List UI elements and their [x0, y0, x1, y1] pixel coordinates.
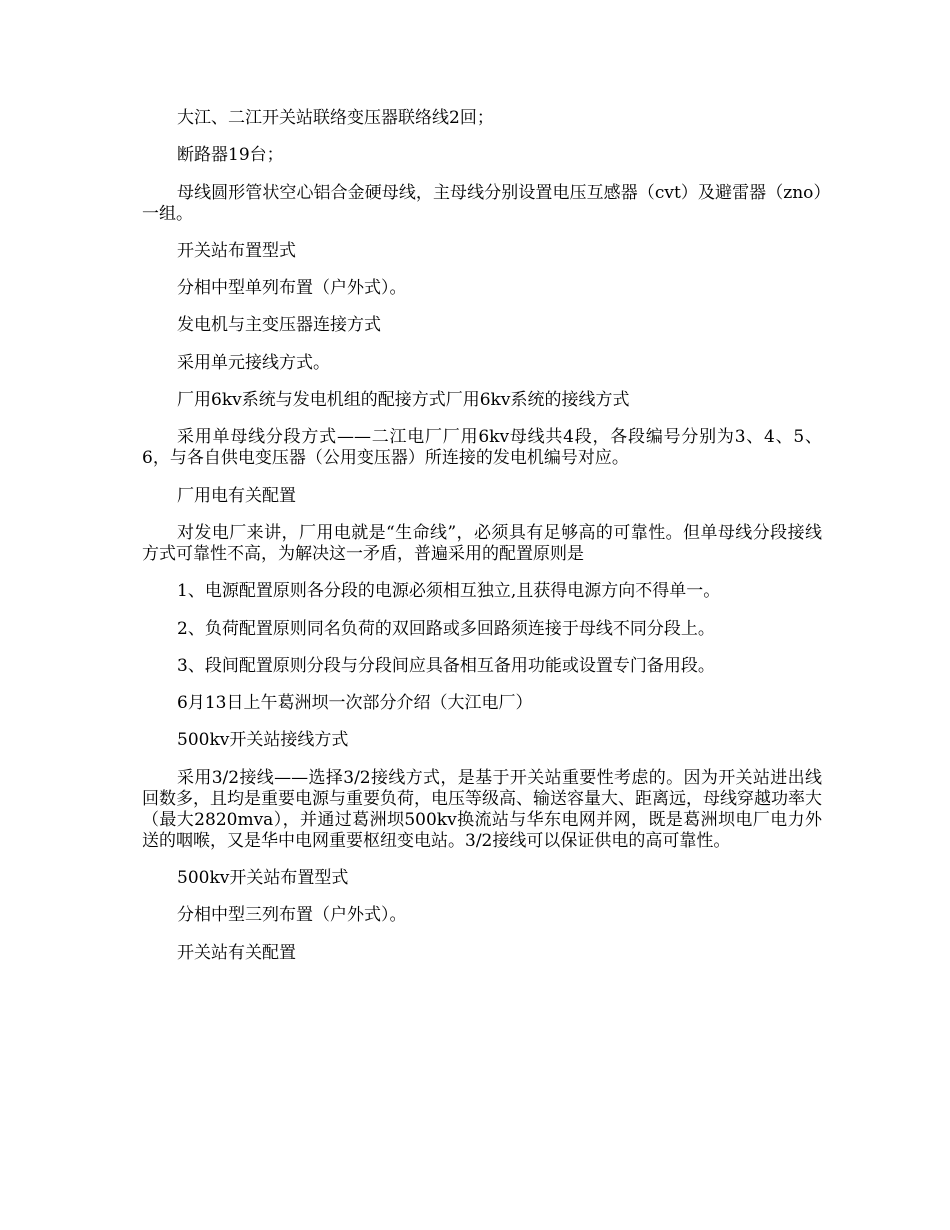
list-item-power-source-principle: 1、电源配置原则各分段的电源必须相互独立,且获得电源方向不得单一。 [177, 581, 721, 602]
paragraph-breakers: 断路器19台； [177, 145, 284, 166]
paragraph-single-row-layout: 分相中型单列布置（户外式）。 [177, 278, 407, 299]
heading-switchyard-config: 开关站有关配置 [177, 942, 296, 963]
paragraph-unit-connection: 采用单元接线方式。 [177, 352, 330, 373]
heading-june-13-introduction: 6月13日上午葛洲坝一次部分介绍（大江电厂） [177, 693, 533, 714]
heading-station-power-config: 厂用电有关配置 [177, 485, 296, 506]
paragraph-three-row-layout: 分相中型三列布置（户外式）。 [177, 905, 407, 926]
paragraph-tie-lines: 大江、二江开关站联络变压器联络线2回； [177, 108, 494, 128]
paragraph-lifeline: 对发电厂来讲，厂用电就是“生命线”，必须具有足够高的可靠性。但单母线分段接线方式可靠性不高，为解决这一矛盾，普遍采用的配置原则是 [142, 522, 822, 564]
paragraph-busbar: 母线圆形管状空心铝合金硬母线，主母线分别设置电压互感器（cvt）及避雷器（zno）一组。 [142, 182, 822, 224]
paragraph-single-bus-sections: 采用单母线分段方式——二江电厂厂用6kv母线共4段，各段编号分别为3、4、5、6，与各自供电变压器（公用变压器）所连接的发电机编号对应。 [142, 427, 822, 469]
paragraph-three-halves-connection: 采用3/2接线——选择3/2接线方式，是基于开关站重要性考虑的。因为开关站进出线回数多，且均是重要电源与重要负荷，电压等级高、输送容量大、距离远，母线穿越功率大（最大2820mva），并通过葛洲坝500kv换流站与华东电网并网，既是葛洲坝电厂电力外送的咽喉，又是华中电网重要枢纽变电站。3/2接线可以保证供电的高可靠性。 [142, 767, 822, 851]
list-item-load-principle: 2、负荷配置原则同名负荷的双回路或多回路须连接于母线不同分段上。 [177, 618, 715, 639]
heading-station-6kv-system: 厂用6kv系统与发电机组的配接方式厂用6kv系统的接线方式 [177, 390, 630, 411]
heading-500kv-connection: 500kv开关站接线方式 [177, 730, 349, 751]
document-body [142, 108, 822, 980]
heading-generator-transformer-connection: 发电机与主变压器连接方式 [177, 315, 381, 336]
heading-switchyard-layout: 开关站布置型式 [177, 240, 296, 261]
heading-500kv-layout: 500kv开关站布置型式 [177, 868, 349, 889]
list-item-section-principle: 3、段间配置原则分段与分段间应具备相互备用功能或设置专门备用段。 [177, 655, 715, 676]
